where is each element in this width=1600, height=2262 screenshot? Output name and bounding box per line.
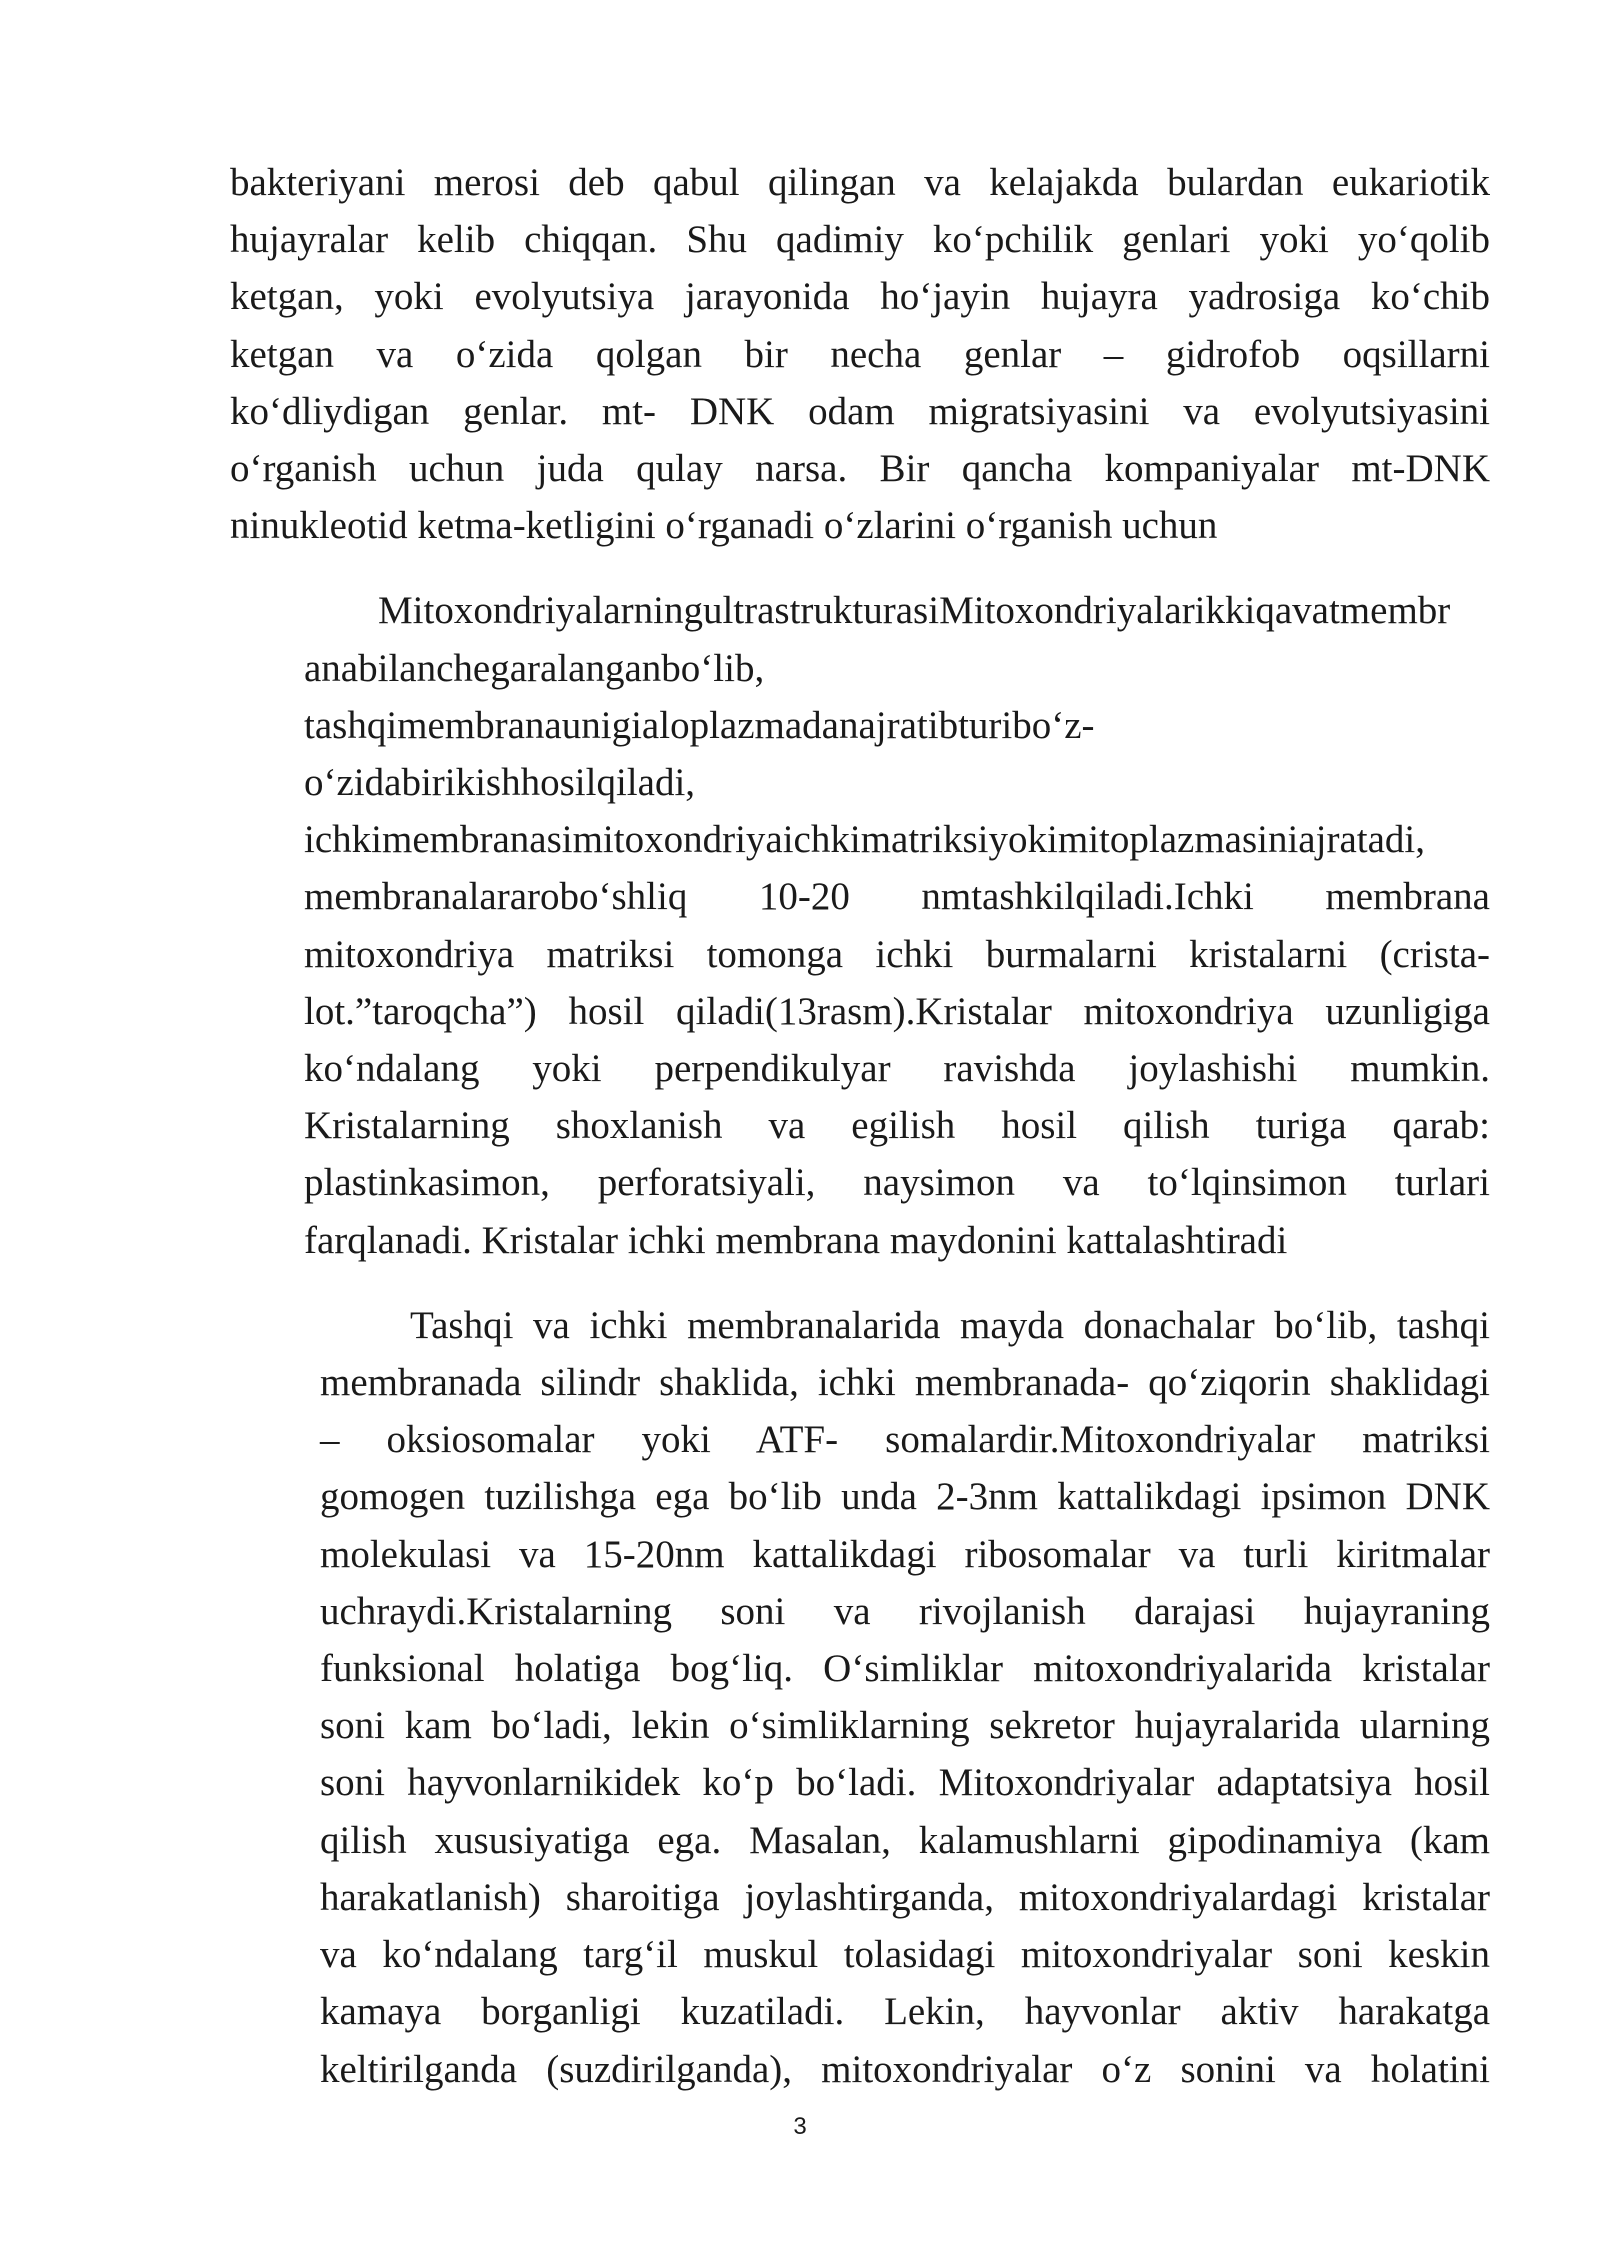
text-line: harakatlanish) sharoitiga joylashtirganda, mitoxondriyalardagi kristalar: [320, 1875, 1490, 1919]
text-line: kamaya borganligi kuzatiladi. Lekin, hayvonlar aktiv harakatga: [320, 1990, 1490, 2034]
text-line: ko‘ndalang yoki perpendikulyar ravishda joylashishi mumkin.: [304, 1047, 1490, 1091]
text-line: ko‘dliydigan genlar. mt- DNK odam migratsiyasini va evolyutsiyasini: [230, 389, 1490, 433]
text-line: qilish xususiyatiga ega. Masalan, kalamushlarni gipodinamiya (kam: [320, 1818, 1490, 1862]
paragraph-1: [230, 154, 1490, 554]
text-line: bakteriyani merosi deb qabul qilingan va kelajakda bulardan eukariotik: [230, 161, 1490, 204]
text-line: uchraydi.Kristalarning soni va rivojlanish darajasi hujayraning: [320, 1589, 1490, 1633]
text-line: soni kam bo‘ladi, lekin o‘simliklarning sekretor hujayralarida ularning: [320, 1704, 1490, 1748]
text-line: gomogen tuzilishga ega bo‘lib unda 2-3nm kattalikdagi ipsimon DNK: [320, 1475, 1490, 1519]
text-line: ichkimembranasimitoxondriyaichkimatriksiyokimitoplazmasiniajratadi,: [304, 818, 1425, 862]
text-line: hujayralar kelib chiqqan. Shu qadimiy ko‘pchilik genlari yoki yo‘qolib: [230, 218, 1490, 262]
text-line: o‘rganish uchun juda qulay narsa. Bir qancha kompaniyalar mt-DNK: [230, 447, 1490, 491]
text-line: Kristalarning shoxlanish va egilish hosil qilish turiga qarab:: [304, 1104, 1490, 1148]
text-line: o‘zidabirikishhosilqiladi,: [304, 761, 696, 805]
text-line: membranada silindr shaklida, ichki membranada- qo‘ziqorin shaklidagi: [320, 1361, 1490, 1405]
page-number: 3: [793, 2113, 807, 2140]
paragraph-2: [230, 582, 1490, 1268]
text-line: ninukleotid ketma-ketligini o‘rganadi o‘zlarini o‘rganish uchun: [230, 504, 1218, 548]
text-line: soni hayvonlarnikidek ko‘p bo‘ladi. Mitoxondriyalar adaptatsiya hosil: [320, 1761, 1490, 1805]
text-line: mitoxondriya matriksi tomonga ichki burmalarni kristalarni (crista-: [304, 932, 1490, 976]
body-text: [230, 154, 1490, 2098]
text-line: tashqimembranaunigialoplazmadanajratibturibo‘z-: [304, 703, 1095, 747]
text-line: lot.”taroqcha”) hosil qiladi(13rasm).Kristalar mitoxondriya uzunligiga: [304, 989, 1490, 1033]
text-line: membranalararobo‘shliq 10-20 nmtashkilqiladi.Ichki membrana: [304, 875, 1490, 919]
text-line: va ko‘ndalang targ‘il muskul tolasidagi mitoxondriyalar soni keskin: [320, 1933, 1490, 1977]
text-line: ketgan, yoki evolyutsiya jarayonida ho‘jayin hujayra yadrosiga ko‘chib: [230, 275, 1490, 319]
text-line: ketgan va o‘zida qolgan bir necha genlar – gidrofob oqsillarni: [230, 332, 1490, 376]
text-line: – oksiosomalar yoki ATF- somalardir.Mitoxondriyalar matriksi: [320, 1418, 1490, 1462]
paragraph-3: [230, 1297, 1490, 2098]
text-line: funksional holatiga bog‘liq. O‘simliklar mitoxondriyalarida kristalar: [320, 1647, 1490, 1691]
text-line: plastinkasimon, perforatsiyali, naysimon va to‘lqinsimon turlari: [304, 1161, 1490, 1205]
text-line: keltirilganda (suzdirilganda), mitoxondriyalar o‘z sonini va holatini: [320, 2047, 1490, 2091]
text-line: MitoxondriyalarningultrastrukturasiMitoxondriyalarikkiqavatmembr: [378, 589, 1451, 633]
text-line: farqlanadi. Kristalar ichki membrana maydonini kattalashtiradi: [304, 1218, 1288, 1262]
text-line: molekulasi va 15-20nm kattalikdagi ribosomalar va turli kiritmalar: [320, 1532, 1490, 1576]
text-line: anabilanchegaralanganbo‘lib,: [304, 646, 765, 690]
text-line: Tashqi va ichki membranalarida mayda donachalar bo‘lib, tashqi: [410, 1303, 1490, 1347]
